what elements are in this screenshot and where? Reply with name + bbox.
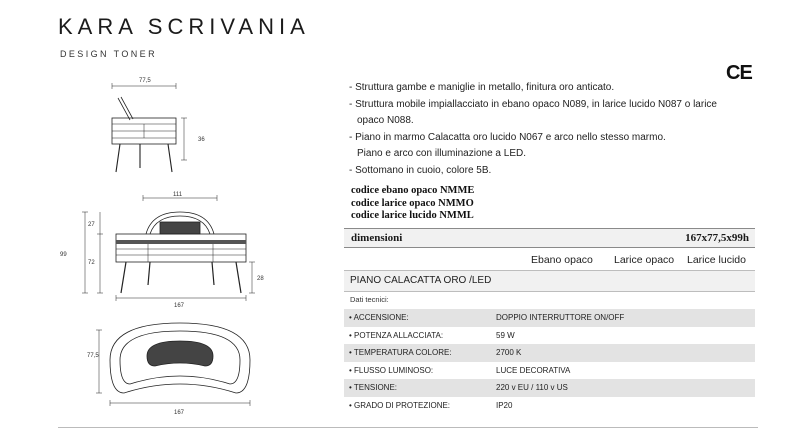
spec-value: DOPPIO INTERRUTTORE ON/OFF xyxy=(496,313,625,322)
side-depth-dim: 77,5 xyxy=(139,78,151,84)
finish-larice-lucido: Larice lucido xyxy=(687,254,746,266)
product-codes xyxy=(351,185,474,223)
top-width-dim: 167 xyxy=(174,410,185,416)
bottom-divider xyxy=(58,427,758,428)
tech-spec-table xyxy=(344,309,755,414)
product-variant-row xyxy=(344,270,755,292)
finish-larice-opaco: Larice opaco xyxy=(614,254,675,266)
feature-line: - Sottomano in cuoio, colore 5B. xyxy=(349,164,492,176)
ce-mark: CE xyxy=(726,62,752,84)
feature-line: - Struttura mobile impiallacciato in ebano opaco N089, in larice lucido N087 o larice xyxy=(349,98,717,110)
dimensions-label: dimensioni xyxy=(351,232,403,244)
feature-list xyxy=(349,80,749,179)
product-title: KARA SCRIVANIA xyxy=(58,14,310,39)
top-view-drawing xyxy=(96,323,250,406)
front-total-height-dim: 99 xyxy=(60,252,67,258)
front-lower-height-dim: 72 xyxy=(88,260,95,266)
designer-subtitle: DESIGN TONER xyxy=(60,49,157,59)
technical-drawings xyxy=(0,0,330,431)
spec-value: 59 W xyxy=(496,330,515,340)
spec-row xyxy=(344,379,755,397)
side-height-dim: 36 xyxy=(198,137,205,143)
spec-row xyxy=(344,362,755,380)
spec-name: • ACCENSIONE: xyxy=(349,313,409,322)
spec-row xyxy=(344,344,755,362)
spec-name: • TEMPERATURA COLORE: xyxy=(349,348,452,357)
dimensions-row xyxy=(344,228,755,248)
dimensions-value: 167x77,5x99h xyxy=(685,232,749,244)
spec-name: • GRADO DI PROTEZIONE: xyxy=(349,400,451,410)
front-leg-height-dim: 28 xyxy=(257,276,264,282)
feature-line: opaco N088. xyxy=(357,115,414,126)
product-variant-name: PIANO CALACATTA ORO /LED xyxy=(350,275,492,286)
front-upper-height-dim: 27 xyxy=(88,222,95,228)
code-ebano-opaco: codice ebano opaco NMME xyxy=(351,185,475,196)
spec-name: • FLUSSO LUMINOSO: xyxy=(349,365,434,375)
code-larice-opaco: codice larice opaco NMMO xyxy=(351,197,474,209)
front-top-width-dim: 111 xyxy=(173,192,183,198)
code-larice-lucido: codice larice lucido NMML xyxy=(351,210,474,221)
feature-line: - Struttura gambe e maniglie in metallo, finitura oro anticato. xyxy=(349,82,615,93)
front-view-drawing xyxy=(82,195,255,301)
feature-line: - Piano in marmo Calacatta oro lucido N067 e arco nello stesso marmo. xyxy=(349,131,666,143)
finish-ebano-opaco: Ebano opaco xyxy=(531,254,593,266)
spec-name: • TENSIONE: xyxy=(349,383,397,392)
top-depth-dim: 77,5 xyxy=(87,353,99,359)
tech-data-label: Dati tecnici: xyxy=(350,295,389,304)
spec-value: 220 v EU / 110 v US xyxy=(496,383,568,392)
front-width-dim: 167 xyxy=(174,303,185,309)
spec-value: LUCE DECORATIVA xyxy=(496,365,571,375)
spec-row xyxy=(344,327,755,345)
spec-value: 2700 K xyxy=(496,348,522,357)
spec-row xyxy=(344,309,755,327)
spec-row xyxy=(344,397,755,415)
spec-name: • POTENZA ALLACCIATA: xyxy=(349,330,444,340)
side-view-drawing xyxy=(112,83,187,172)
finishes-row xyxy=(344,251,755,268)
feature-line: Piano e arco con illuminazione a LED. xyxy=(357,148,526,159)
spec-value: IP20 xyxy=(496,400,513,410)
